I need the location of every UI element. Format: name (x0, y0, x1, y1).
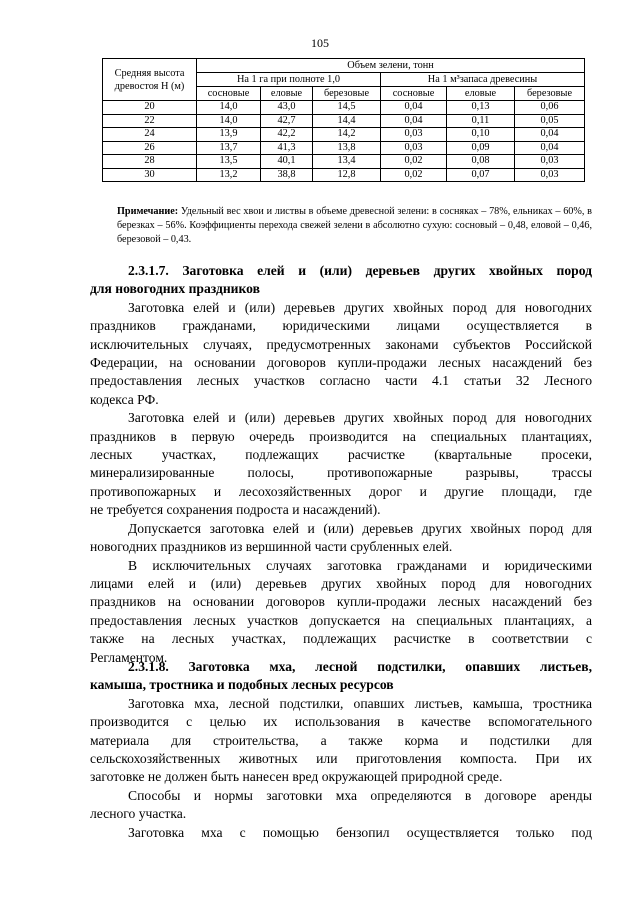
value-cell: 0,06 (515, 101, 585, 115)
height-cell: 20 (103, 101, 197, 115)
value-cell: 43,0 (261, 101, 313, 115)
value-cell: 0,03 (515, 155, 585, 169)
section-heading-line: для новогодних праздников (90, 281, 260, 297)
value-cell: 0,11 (447, 114, 515, 128)
value-cell: 0,04 (515, 128, 585, 142)
group-header-cell: Объем зелени, тонн (197, 59, 585, 73)
value-cell: 14,5 (313, 101, 381, 115)
value-cell: 0,09 (447, 141, 515, 155)
value-cell: 14,2 (313, 128, 381, 142)
table-note (117, 205, 592, 247)
text-line: не требуется сохранения подроста и насаждений). (90, 502, 381, 518)
value-cell: 0,10 (447, 128, 515, 142)
value-cell: 0,03 (381, 128, 447, 142)
value-cell: 0,02 (381, 155, 447, 169)
text-line: лицами елей и (или) деревьев других хвойных пород для новогодних (90, 575, 592, 591)
table-row (103, 141, 585, 155)
text-line: материала для строительства, а также корма и подстилки для (90, 732, 592, 748)
value-cell: 0,13 (447, 101, 515, 115)
value-cell: 0,03 (515, 168, 585, 182)
height-cell: 24 (103, 128, 197, 142)
value-cell: 41,3 (261, 141, 313, 155)
section-heading-line: камыша, тростника и подобных лесных ресурсов (90, 677, 394, 693)
table-row (103, 168, 585, 182)
section-heading-line: 2.3.1.7. Заготовка елей и (или) деревьев других хвойных пород (128, 263, 592, 278)
table-row (103, 101, 585, 115)
column-header-cell: березовые (515, 87, 585, 101)
text-line: минерализированные полосы, противопожарные разрывы, трассы (90, 465, 592, 481)
table-row (103, 155, 585, 169)
text-line: лесного участка. (90, 806, 187, 822)
value-cell: 0,04 (381, 114, 447, 128)
column-header-cell: еловые (447, 87, 515, 101)
text-line: также на лесных участках, подлежащих расчистке в соответствии с (90, 631, 592, 647)
value-cell: 13,2 (197, 168, 261, 182)
value-cell: 13,5 (197, 155, 261, 169)
value-cell: 42,2 (261, 128, 313, 142)
note-text: Удельный вес хвои и листвы в объеме древесной зелени: в сосняках – 78%, ельниках – 60%, в березках – 56%. Коэффициенты перехода свежей зелени в абсолютно сухую: сосновый – 0,48, еловой – 0,46, березовой – 0,43. (117, 206, 592, 245)
value-cell: 0,04 (515, 141, 585, 155)
text-line: лесных участках, подлежащих расчистке (квартальные просеки, (90, 447, 592, 463)
value-cell: 14,4 (313, 114, 381, 128)
text-line: Заготовка елей и (или) деревьев других хвойных пород для новогодних (128, 410, 592, 426)
value-cell: 0,05 (515, 114, 585, 128)
value-cell: 13,8 (313, 141, 381, 155)
value-cell: 40,1 (261, 155, 313, 169)
value-cell: 38,8 (261, 168, 313, 182)
value-cell: 0,03 (381, 141, 447, 155)
height-cell: 28 (103, 155, 197, 169)
text-line: Регламентом. (90, 649, 168, 665)
subgroup-header-cell: На 1 м³запаса древесины (381, 73, 585, 87)
value-cell: 42,7 (261, 114, 313, 128)
text-line: Заготовка мха, лесной подстилки, опавших листьев, камыша, тростника (128, 695, 592, 711)
text-line: новогодних праздников из вершинной части срубленных елей. (90, 539, 453, 555)
value-cell: 14,0 (197, 101, 261, 115)
text-line: праздников в первую очередь производится на специальных плантациях, (90, 428, 592, 444)
column-header-cell: сосновые (197, 87, 261, 101)
value-cell: 13,9 (197, 128, 261, 142)
column-header-cell: еловые (261, 87, 313, 101)
subgroup-header-cell: На 1 га при полноте 1,0 (197, 73, 381, 87)
text-line: предоставления лесных участков допускается на специальных плантациях, а (90, 612, 592, 628)
column-header-cell: березовые (313, 87, 381, 101)
height-cell: 26 (103, 141, 197, 155)
table-row (103, 128, 585, 142)
green-mass-table (102, 58, 585, 182)
text-line: предоставления лесных участков согласно части 4.1 статьи 32 Лесного (90, 373, 592, 389)
value-cell: 13,4 (313, 155, 381, 169)
section-2-3-1-8 (90, 658, 592, 842)
value-cell: 0,08 (447, 155, 515, 169)
value-cell: 14,0 (197, 114, 261, 128)
section-2-3-1-7 (90, 262, 592, 667)
text-line: Способы и нормы заготовки мха определяются в договоре аренды (128, 787, 592, 803)
text-line: праздников на основании договоров купли-продажи лесных насаждений без (90, 594, 592, 610)
column-header-cell: сосновые (381, 87, 447, 101)
value-cell: 0,04 (381, 101, 447, 115)
height-cell: 30 (103, 168, 197, 182)
value-cell: 0,07 (447, 168, 515, 182)
text-line: противопожарных и лесохозяйственных дорог и другие площади, где (90, 483, 592, 499)
value-cell: 0,02 (381, 168, 447, 182)
note-label: Примечание: (117, 206, 179, 217)
text-line: Заготовка елей и (или) деревьев других хвойных пород для новогодних (128, 299, 592, 315)
value-cell: 13,7 (197, 141, 261, 155)
height-cell: 22 (103, 114, 197, 128)
text-line: Заготовка мха с помощью бензопил осуществляется только под (128, 824, 592, 840)
text-line: исключительных случаях, предусмотренных законами субъектов Российской (90, 336, 592, 352)
value-cell: 12,8 (313, 168, 381, 182)
text-line: В исключительных случаях заготовка гражданами и юридическими (128, 557, 592, 573)
text-line: Федерации, на основании договоров купли-продажи лесных насаждений без (90, 355, 592, 371)
row-header-cell: Средняя высота древостоя Н (м) (103, 59, 197, 101)
text-line: Допускается заготовка елей и (или) деревьев других хвойных пород для (128, 520, 592, 536)
section-heading-line: 2.3.1.8. Заготовка мха, лесной подстилки, опавших листьев, (128, 659, 592, 674)
text-line: кодекса РФ. (90, 391, 159, 407)
table-row (103, 114, 585, 128)
text-line: производится с целью их использования в качестве вспомогательного (90, 714, 592, 730)
text-line: заготовке не должен быть нанесен вред окружающей природной среде. (90, 769, 503, 785)
text-line: праздников гражданами, юридическими лицами осуществляется в (90, 318, 592, 334)
page-number: 105 (311, 36, 329, 50)
text-line: сельскохозяйственных животных или приготовления компоста. При их (90, 751, 592, 767)
